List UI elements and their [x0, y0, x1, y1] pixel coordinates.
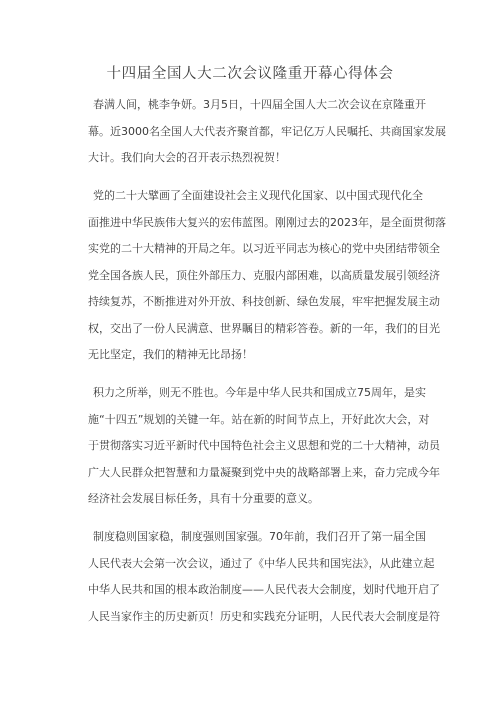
paragraph-line: 积力之所举，则无不胜也。今年是中华人民共和国成立75周年，是实	[93, 386, 426, 399]
paragraph-2	[88, 183, 446, 369]
paragraph-3	[88, 380, 440, 513]
paragraph-line: 经济社会发展目标任务，具有十分重要的意义。	[88, 492, 319, 505]
paragraph-line: 大计。我们向大会的召开表示热烈祝贺！	[88, 151, 286, 164]
paragraph-line: 幕。近3000名全国人大代表齐聚首都，牢记亿万人民嘱托、共商国家发展	[88, 124, 446, 138]
paragraph-line: 于贯彻落实习近平新时代中国特色社会主义思想和党的二十大精神，动员	[88, 439, 440, 452]
paragraph-line: 施“十四五”规划的关键一年。站在新的时间节点上，开好此次大会，对	[88, 412, 430, 426]
paragraph-line: 春满人间，桃李争妍。3月5日，十四届全国人大二次会议在京隆重开	[93, 98, 426, 111]
paragraph-line: 党的二十大擘画了全面建设社会主义现代化国家、以中国式现代化全	[93, 189, 423, 202]
paragraph-line: 实党的二十大精神的开局之年。以习近平同志为核心的党中央团结带领全	[88, 242, 440, 255]
paragraph-line: 人民当家作主的历史新页！历史和实践充分证明，人民代表大会制度是符	[88, 609, 440, 623]
paragraph-line: 广大人民群众把智慧和力量凝聚到党中央的战略部署上来，奋力完成今年	[88, 465, 440, 479]
paragraph-line: 面推进中华民族伟大复兴的宏伟蓝图。刚刚过去的2023年，是全面贯彻落	[88, 215, 446, 229]
paragraph-4	[88, 524, 440, 630]
paragraph-line: 党全国各族人民，顶住外部压力、克服内部困难，以高质量发展引领经济	[88, 268, 440, 282]
paragraph-line: 中华人民共和国的根本政治制度——人民代表大会制度，划时代地开启了	[88, 583, 440, 596]
paragraph-line: 人民代表大会第一次会议，通过了《中华人民共和国宪法》，从此建立起	[88, 556, 435, 570]
paragraph-1	[88, 92, 446, 172]
paragraph-line: 持续复苏，不断推进对外开放、科技创新、绿色发展，牢牢把握发展主动	[88, 295, 440, 308]
paragraph-line: 无比坚定，我们的精神无比昂扬！	[88, 348, 253, 361]
paragraph-line: 制度稳则国家稳，制度强则国家强。70年前，我们召开了第一届全国	[93, 530, 426, 543]
paragraph-line: 权，交出了一份人民满意、世界瞩目的精彩答卷。新的一年，我们的目光	[88, 321, 440, 335]
document-title: 十四届全国人大二次会议隆重开幕心得体会	[106, 66, 394, 82]
